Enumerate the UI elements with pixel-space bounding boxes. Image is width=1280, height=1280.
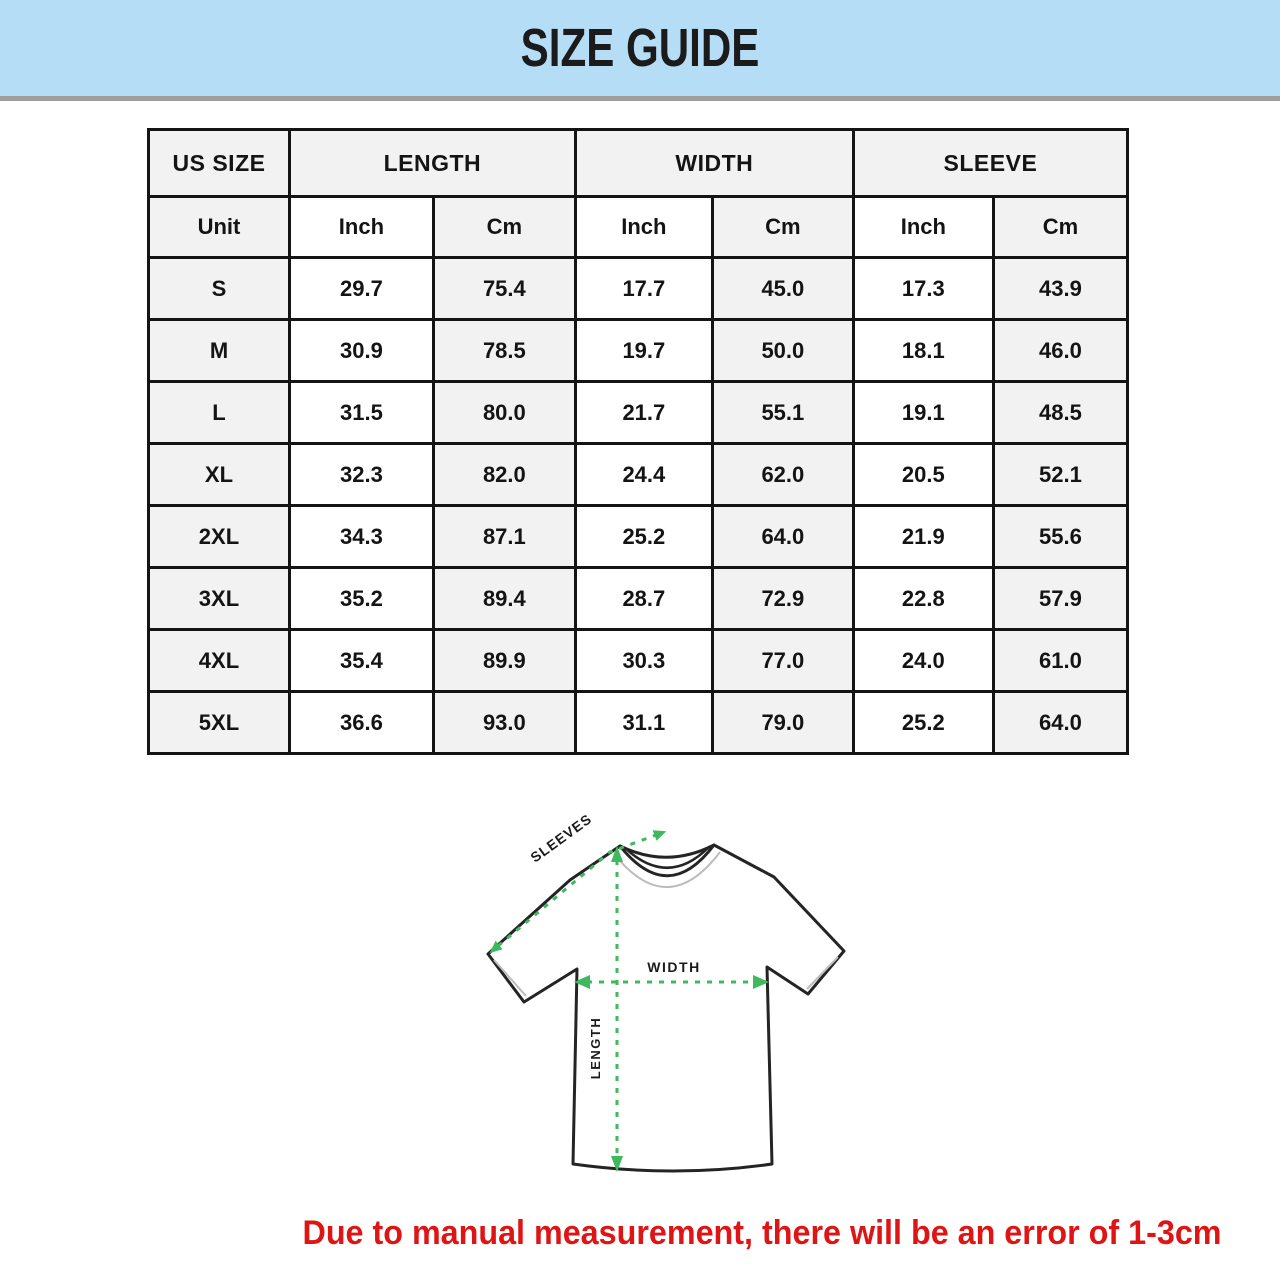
value-cell: 30.3	[575, 630, 712, 692]
value-cell: 21.9	[853, 506, 993, 568]
value-cell: 45.0	[712, 258, 853, 320]
value-cell: 89.9	[433, 630, 575, 692]
value-cell: 50.0	[712, 320, 853, 382]
unit-col-sleeve-cm: Cm	[993, 197, 1127, 258]
value-cell: 64.0	[993, 692, 1127, 754]
value-cell: 55.1	[712, 382, 853, 444]
value-cell: 75.4	[433, 258, 575, 320]
table-row-m	[149, 320, 1128, 382]
value-cell: 62.0	[712, 444, 853, 506]
value-cell: 25.2	[853, 692, 993, 754]
tshirt-diagram-svg	[452, 806, 888, 1222]
value-cell: 31.1	[575, 692, 712, 754]
value-cell: 93.0	[433, 692, 575, 754]
table-row-s	[149, 258, 1128, 320]
value-cell: 32.3	[289, 444, 433, 506]
value-cell: 57.9	[993, 568, 1127, 630]
value-cell: 55.6	[993, 506, 1127, 568]
value-cell: 80.0	[433, 382, 575, 444]
value-cell: 19.7	[575, 320, 712, 382]
value-cell: 48.5	[993, 382, 1127, 444]
value-cell: 82.0	[433, 444, 575, 506]
value-cell: 28.7	[575, 568, 712, 630]
tshirt-measurement-diagram	[452, 806, 888, 1222]
length-label: LENGTH	[588, 1016, 603, 1080]
header-length: LENGTH	[289, 130, 575, 197]
value-cell: 35.2	[289, 568, 433, 630]
size-table	[147, 128, 1129, 755]
size-label: XL	[149, 444, 290, 506]
value-cell: 30.9	[289, 320, 433, 382]
value-cell: 72.9	[712, 568, 853, 630]
unit-col-width-inch: Inch	[575, 197, 712, 258]
value-cell: 34.3	[289, 506, 433, 568]
width-label: WIDTH	[647, 959, 701, 975]
size-label: 4XL	[149, 630, 290, 692]
value-cell: 87.1	[433, 506, 575, 568]
value-cell: 22.8	[853, 568, 993, 630]
unit-label: Unit	[149, 197, 290, 258]
unit-col-width-cm: Cm	[712, 197, 853, 258]
table-row-5xl	[149, 692, 1128, 754]
table-row-xl	[149, 444, 1128, 506]
value-cell: 20.5	[853, 444, 993, 506]
unit-col-length-cm: Cm	[433, 197, 575, 258]
page-title: SIZE GUIDE	[520, 18, 760, 78]
sleeves-label: SLEEVES	[527, 810, 595, 866]
header-width: WIDTH	[575, 130, 853, 197]
value-cell: 89.4	[433, 568, 575, 630]
value-cell: 17.7	[575, 258, 712, 320]
table-row-2xl	[149, 506, 1128, 568]
value-cell: 64.0	[712, 506, 853, 568]
value-cell: 46.0	[993, 320, 1127, 382]
size-label: L	[149, 382, 290, 444]
unit-col-length-inch: Inch	[289, 197, 433, 258]
value-cell: 78.5	[433, 320, 575, 382]
header-us-size: US SIZE	[149, 130, 290, 197]
value-cell: 77.0	[712, 630, 853, 692]
table-row-3xl	[149, 568, 1128, 630]
table-row-4xl	[149, 630, 1128, 692]
size-label: 5XL	[149, 692, 290, 754]
value-cell: 43.9	[993, 258, 1127, 320]
value-cell: 24.4	[575, 444, 712, 506]
value-cell: 17.3	[853, 258, 993, 320]
size-label: M	[149, 320, 290, 382]
value-cell: 61.0	[993, 630, 1127, 692]
value-cell: 31.5	[289, 382, 433, 444]
value-cell: 24.0	[853, 630, 993, 692]
unit-row	[149, 197, 1128, 258]
value-cell: 36.6	[289, 692, 433, 754]
tshirt-outline	[488, 845, 844, 1171]
value-cell: 35.4	[289, 630, 433, 692]
size-label: 2XL	[149, 506, 290, 568]
value-cell: 79.0	[712, 692, 853, 754]
size-label: 3XL	[149, 568, 290, 630]
table-row-l	[149, 382, 1128, 444]
measurement-note: Due to manual measurement, there will be an error of 1-3cm	[302, 1214, 1222, 1252]
value-cell: 21.7	[575, 382, 712, 444]
value-cell: 18.1	[853, 320, 993, 382]
value-cell: 25.2	[575, 506, 712, 568]
sleeves-arrowhead-end	[653, 830, 667, 840]
size-label: S	[149, 258, 290, 320]
title-banner	[0, 0, 1280, 101]
header-row	[149, 130, 1128, 197]
unit-col-sleeve-inch: Inch	[853, 197, 993, 258]
value-cell: 19.1	[853, 382, 993, 444]
value-cell: 52.1	[993, 444, 1127, 506]
header-sleeve: SLEEVE	[853, 130, 1127, 197]
value-cell: 29.7	[289, 258, 433, 320]
